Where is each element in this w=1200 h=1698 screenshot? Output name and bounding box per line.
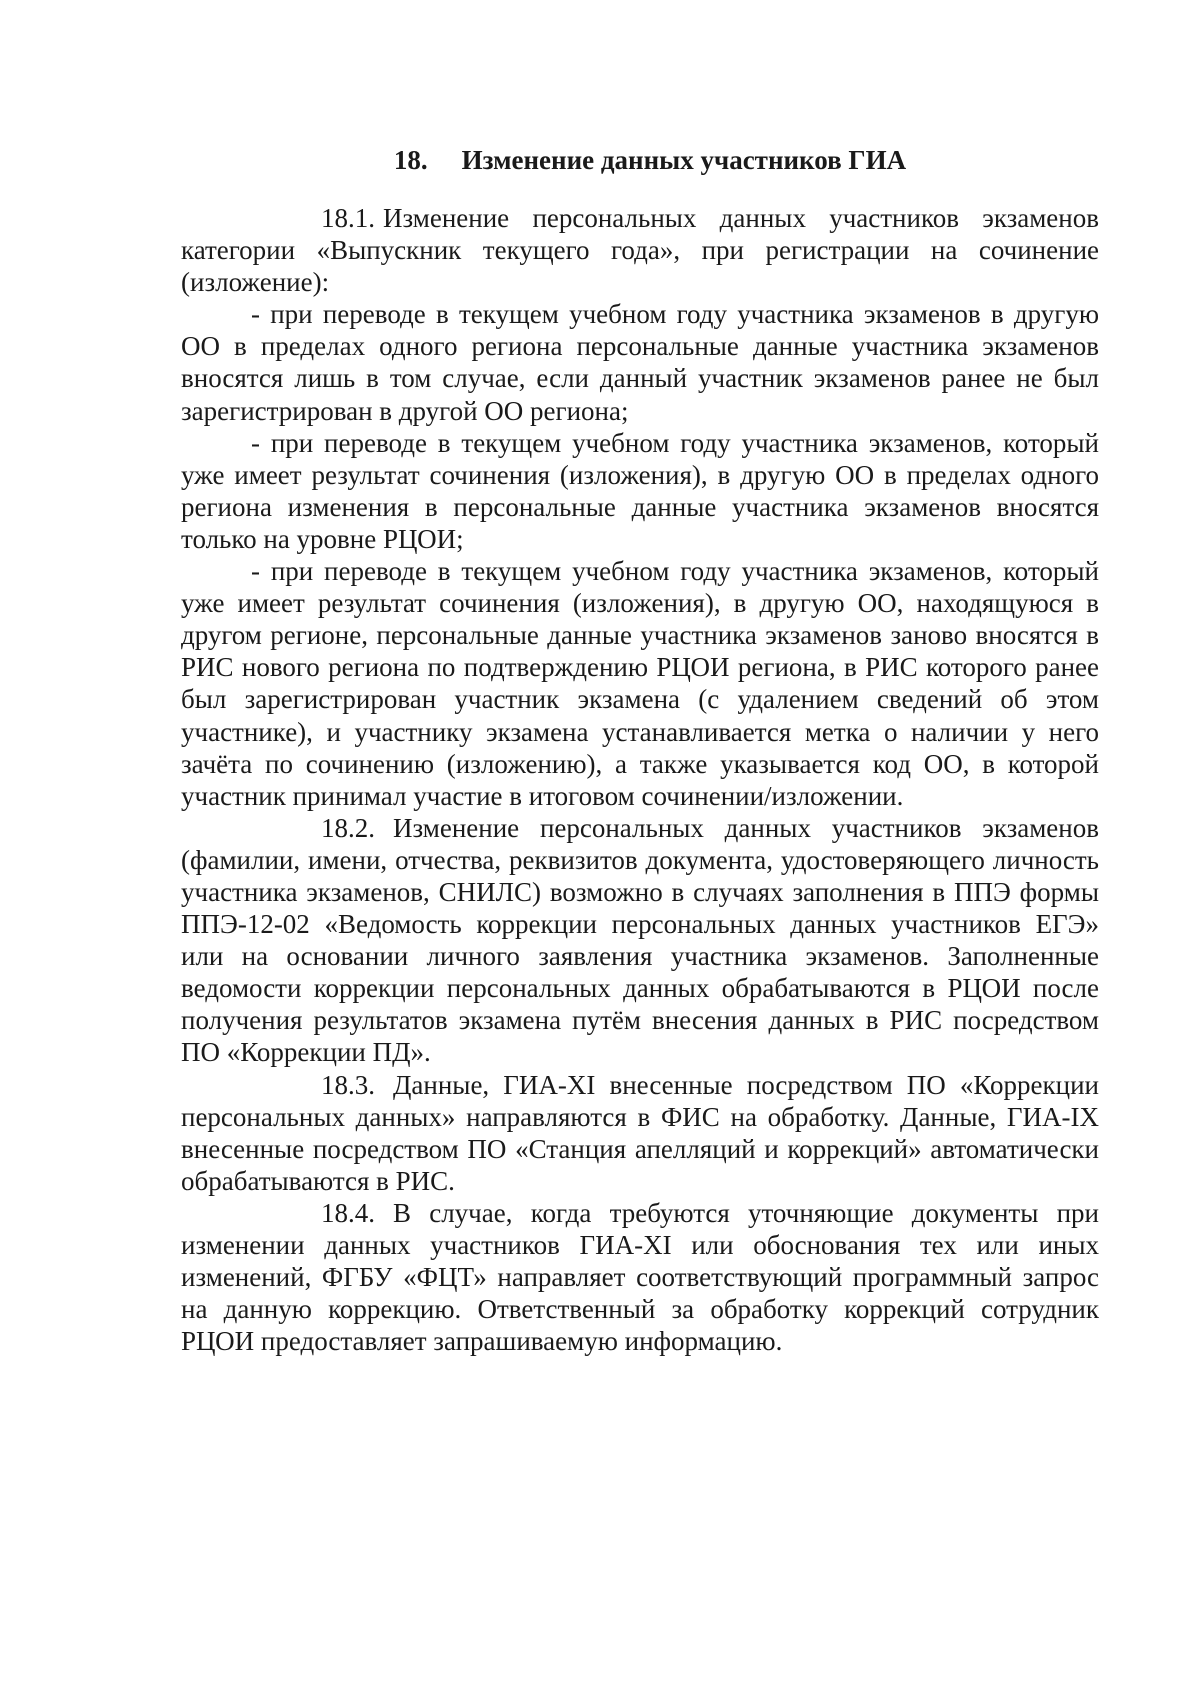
paragraph-text: Изменение персональных данных участников экзаменов (фамилии, имени, отчества, реквизитов документа, удостоверяющего личность участника экзаменов, СНИЛС) возможно в случаях заполнения в ППЭ формы ППЭ-12-02 «Ведомость коррекции персональных данных участников ЕГЭ» или на основании личного заявления участника экзаменов. Заполненные ведомости коррекции персональных данных обрабатываются в РЦОИ после получения результатов экзамена путём внесения данных в РИС посредством ПО «Коррекции ПД».: [181, 812, 1099, 1068]
paragraph-number: 18.2.: [321, 812, 375, 843]
paragraph-18-2: [181, 812, 1099, 1069]
paragraph-number: 18.1.: [321, 203, 375, 233]
bullet-item: - при переводе в текущем учебном году участника экзаменов, который уже имеет результат сочинения (изложения), в другую ОО в пределах одного региона изменения в персональные данные участника экзаменов вносятся только на уровне РЦОИ;: [181, 427, 1099, 554]
paragraph-number: 18.4.: [321, 1197, 375, 1228]
paragraph-18-3: [181, 1069, 1099, 1197]
section-heading-number: 18.: [393, 145, 428, 175]
paragraph-text: Данные, ГИА-XI внесенные посредством ПО «Коррекции персональных данных» направляются в ФИС на обработку. Данные, ГИА-IX внесенные посредством ПО «Станция апелляций и коррекций» автоматически обрабатываются в РИС.: [181, 1069, 1099, 1196]
paragraph-text: Изменение персональных данных участников экзаменов категории «Выпускник текущего года», при регистрации на сочинение (изложение):: [181, 203, 1099, 298]
section-heading: [150, 142, 1150, 178]
bullet-item: - при переводе в текущем учебном году участника экзаменов в другую ОО в пределах одного региона персональные данные участника экзаменов вносятся лишь в том случае, если данный участник экзаменов ранее не был зарегистрирован в другой ОО региона;: [181, 299, 1099, 426]
section-heading-title: Изменение данных участников ГИА: [461, 145, 907, 175]
paragraph-18-4: [181, 1197, 1099, 1357]
document-body: [181, 202, 1099, 1357]
paragraph-18-1: [181, 202, 1099, 298]
paragraph-text: В случае, когда требуются уточняющие документы при изменении данных участников ГИА-XI или обоснования тех или иных изменений, ФГБУ «ФЦТ» направляет соответствующий программный запрос на данную коррекцию. Ответственный за обработку коррекций сотрудник РЦОИ предоставляет запрашиваемую информацию.: [181, 1197, 1099, 1357]
bullet-item: - при переводе в текущем учебном году участника экзаменов, который уже имеет результат сочинения (изложения), в другую ОО, находящуюся в другом регионе, персональные данные участника экзаменов заново вносятся в РИС нового региона по подтверждению РЦОИ региона, в РИС которого ранее был зарегистрирован участник экзамена (с удалением сведений об этом участнике), и участнику экзамена устанавливается метка о наличии у него зачёта по сочинению (изложению), а также указывается код ОО, в которой участник принимал участие в итоговом сочинении/изложении.: [181, 556, 1099, 811]
paragraph-number: 18.3.: [321, 1069, 375, 1100]
